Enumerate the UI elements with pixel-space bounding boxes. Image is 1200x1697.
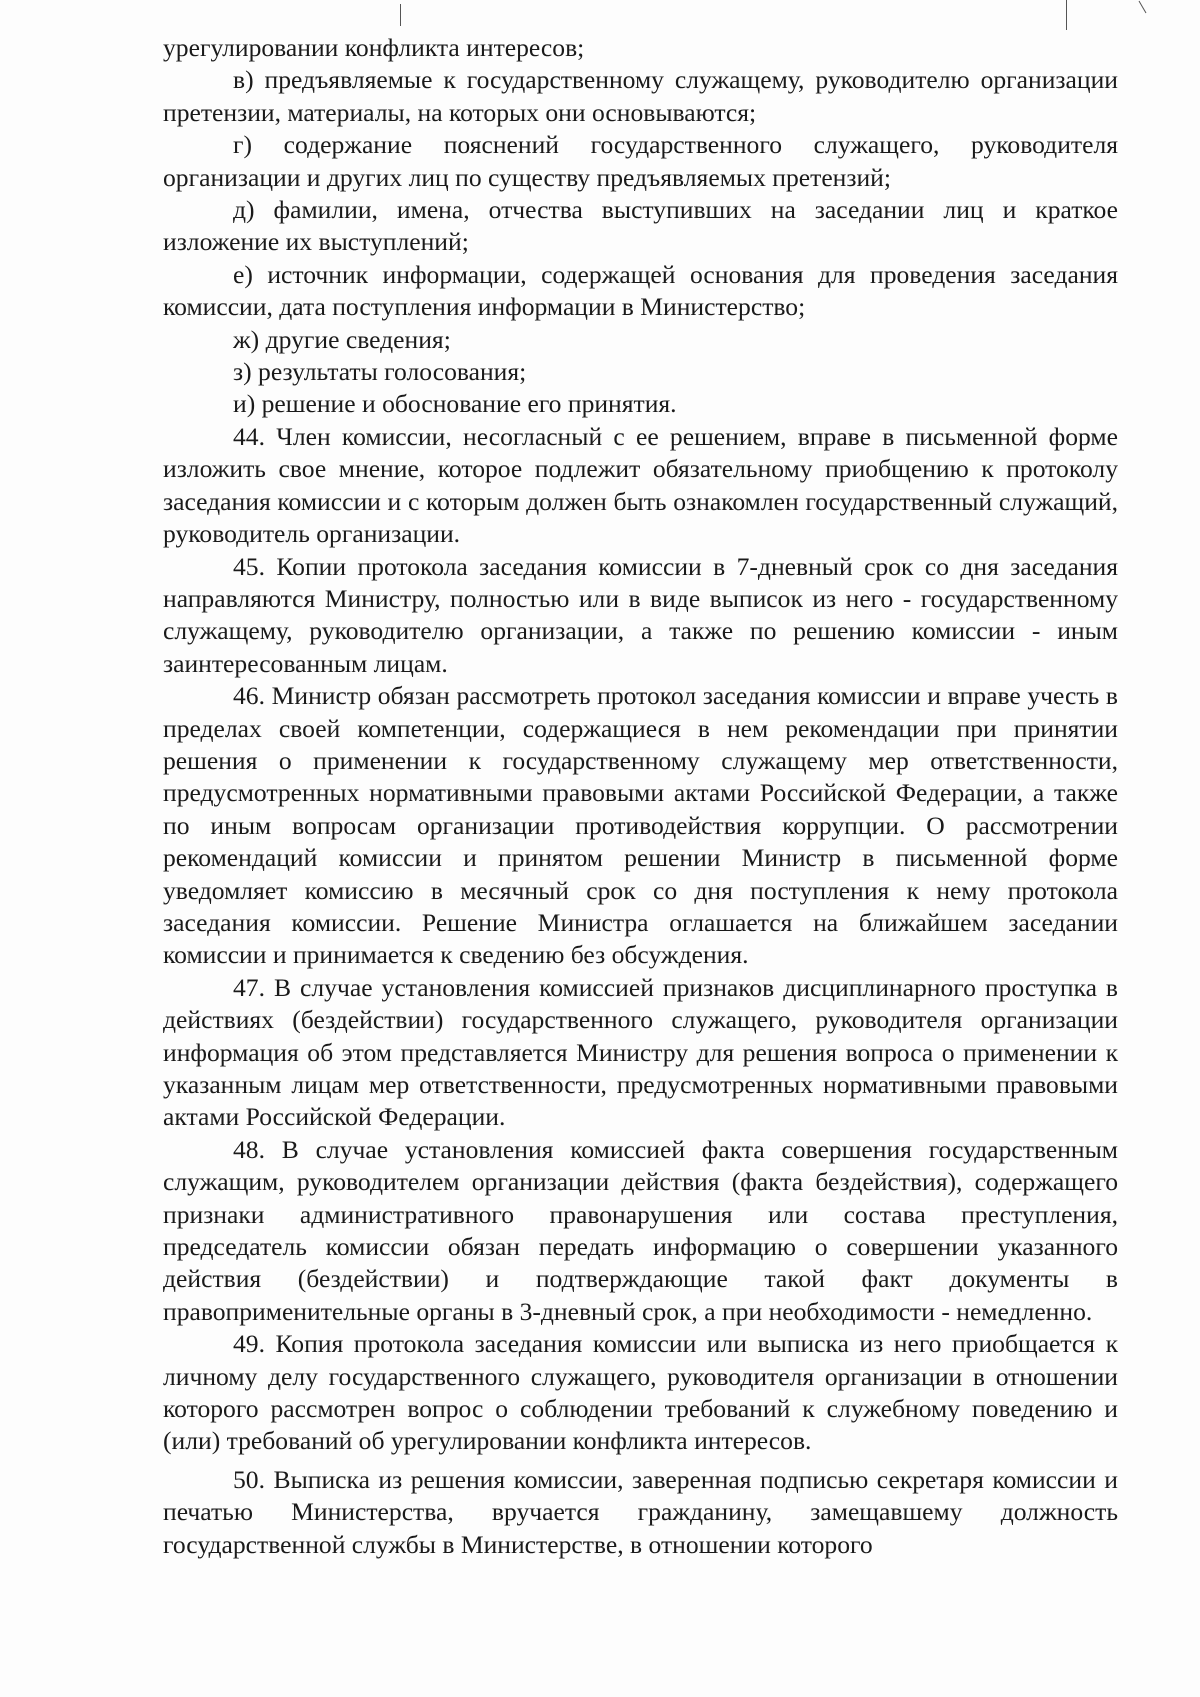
paragraph-48: 48. В случае установления комиссией факта совершения государственным служащим, руководителем организации действия (факта бездействия), содержащего признаки административного правонарушения или состава преступления, председатель комиссии обязан передать информацию о совершении указанного действия (бездействии) и подтверждающие такой факт документы в правоприменительные органы в 3-дневный срок, а при необходимости - немедленно. <box>163 1134 1118 1326</box>
paragraph: ж) другие сведения; <box>233 324 451 354</box>
paragraph: г) содержание пояснений государственного служащего, руководителя организации и других лиц по существу предъявляемых претензий; <box>163 130 1118 192</box>
paragraph: з) результаты голосования; <box>233 357 527 387</box>
paragraph-46: 46. Министр обязан рассмотреть протокол заседания комиссии и вправе учесть в пределах своей компетенции, содержащиеся в нем рекомендации при принятии решения о применении к государственному служащему мер ответственности, предусмотренных нормативными правовыми актами Российской Федерации, а также по иным вопросам организации противодействия коррупции. О рассмотрении рекомендаций комиссии и принятом решении Министр в письменной форме уведомляет комиссию в месячный срок со дня поступления к нему протокола заседания комиссии. Решение Министра оглашается на ближайшем заседании комиссии и принимается к сведению без обсуждения. <box>163 681 1118 970</box>
document-body <box>163 32 1118 1561</box>
paragraph-45: 45. Копии протокола заседания комиссии в 7-дневный срок со дня заседания направляются Министру, полностью или в виде выписок из него - государственному служащему, руководителю организации, а также по решению комиссии - иным заинтересованным лицам. <box>163 551 1118 678</box>
paragraph: в) предъявляемые к государственному служащему, руководителю организации претензии, материалы, на которых они основываются; <box>163 65 1118 127</box>
paragraph: е) источник информации, содержащей основания для проведения заседания комиссии, дата поступления информации в Министерство; <box>163 259 1118 322</box>
paragraph: и) решение и обоснование его принятия. <box>233 389 677 419</box>
scan-artifact-line <box>1139 1 1147 14</box>
paragraph-49: 49. Копия протокола заседания комиссии или выписка из него приобщается к личному делу государственного служащего, руководителя организации в отношении которого рассмотрен вопрос о соблюдении требований к служебному поведению и (или) требований об урегулировании конфликта интересов. <box>163 1329 1118 1456</box>
paragraph: урегулировании конфликта интересов; <box>163 33 585 62</box>
paragraph-47: 47. В случае установления комиссией признаков дисциплинарного проступка в действиях (бездействии) государственного служащего, руководителя организации информация об этом представляется Министру для решения вопроса о применении к указанным лицам мер ответственности, предусмотренных нормативными правовыми актами Российской Федерации. <box>163 972 1118 1132</box>
scan-artifact-line <box>400 4 401 26</box>
paragraph-50: 50. Выписка из решения комиссии, заверенная подписью секретаря комиссии и печатью Министерства, вручается гражданину, замещавшему должность государственной службы в Министерстве, в отношении которого <box>163 1464 1118 1559</box>
paragraph-44: 44. Член комиссии, несогласный с ее решением, вправе в письменной форме изложить свое мнение, которое подлежит обязательному приобщению к протоколу заседания комиссии и с которым должен быть ознакомлен государственный служащий, руководитель организации. <box>163 421 1118 549</box>
scan-artifact-line <box>1066 0 1067 30</box>
paragraph: д) фамилии, имена, отчества выступивших на заседании лиц и краткое изложение их выступлений; <box>163 195 1118 257</box>
